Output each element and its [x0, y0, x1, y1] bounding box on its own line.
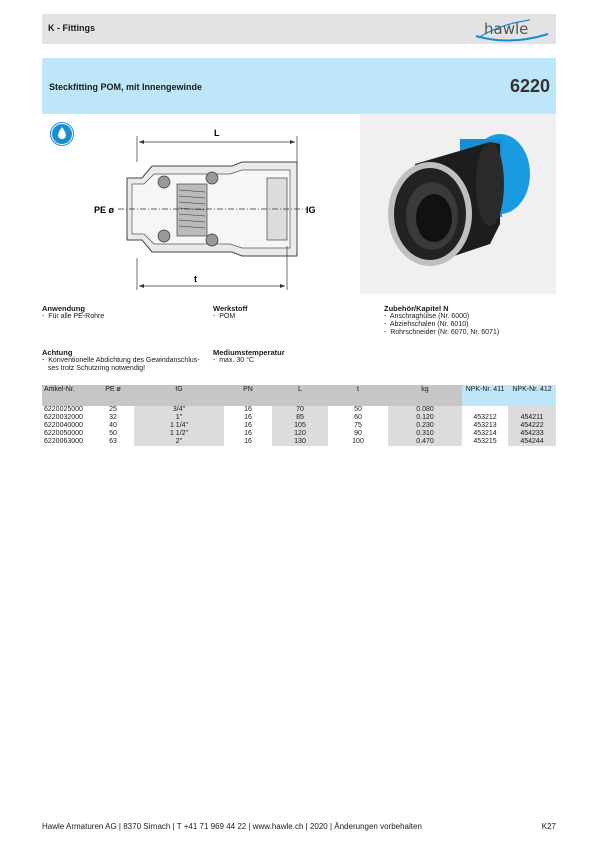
table-cell: 6220063000: [44, 438, 83, 445]
col-header: NPK-Nr. 412: [508, 385, 556, 406]
section-title: K - Fittings: [48, 23, 95, 33]
table-cell: 1": [134, 414, 224, 422]
table-cell: 16: [244, 414, 252, 421]
table-cell: 0.310: [388, 430, 462, 438]
anwendung-block: [42, 305, 207, 321]
col-header: PE ø: [92, 385, 134, 406]
col-header: kg: [388, 385, 462, 406]
table-cell: 6220040000: [44, 422, 83, 429]
table-cell: 75: [354, 422, 362, 429]
zubehoer-line: - Rohrschneider (Nr. 6070, Nr. 6071): [384, 329, 500, 336]
table-cell: 454222: [508, 422, 556, 430]
product-photo: [360, 114, 556, 294]
medium-block: [213, 349, 378, 365]
product-number: 6220: [509, 76, 550, 96]
table-cell: 16: [244, 406, 252, 413]
ig-label: IG: [306, 205, 316, 215]
anwendung-line: - Für alle PE-Rohre: [42, 313, 105, 320]
table-cell: 0.080: [388, 406, 462, 414]
achtung-line: - Konventionelle Abdichtung des Gewindanschlus-: [42, 357, 200, 364]
article-table: [42, 385, 556, 446]
table-cell: 70: [272, 406, 328, 414]
anwendung-heading: Anwendung: [42, 304, 85, 313]
table-cell: 130: [272, 438, 328, 446]
table-cell: 16: [244, 430, 252, 437]
medium-line: - max. 30 °C: [213, 357, 254, 364]
technical-drawing: [82, 118, 332, 293]
col-header: NPK-Nr. 411: [462, 385, 508, 406]
product-title-bar: [42, 58, 556, 114]
table-cell: 120: [272, 430, 328, 438]
dim-t-label: t: [194, 274, 197, 284]
table-cell: 63: [109, 438, 117, 445]
table-cell: 1 1/4": [134, 422, 224, 430]
table-cell: 3/4": [134, 406, 224, 414]
table-cell: 454233: [508, 430, 556, 438]
table-cell: 0.230: [388, 422, 462, 430]
table-row: [42, 422, 556, 430]
table-cell: 453215: [473, 438, 497, 445]
table-cell: [508, 406, 556, 414]
zubehoer-line: - Abziehschalen (Nr. 6010): [384, 321, 469, 328]
product-image-panel: [42, 114, 556, 294]
werkstoff-line: - POM: [213, 313, 236, 320]
table-cell: 6220025000: [44, 406, 83, 413]
table-cell: [462, 406, 508, 414]
table-cell: 6220050000: [44, 430, 83, 437]
table-cell: 90: [354, 430, 362, 437]
table-cell: 60: [354, 414, 362, 421]
col-header: Artikel-Nr.: [42, 385, 92, 406]
table-cell: 453212: [473, 414, 497, 421]
table-cell: 50: [109, 430, 117, 437]
achtung-block: [42, 349, 212, 373]
table-cell: 105: [272, 422, 328, 430]
table-cell: 453214: [473, 430, 497, 437]
water-drop-icon: [50, 122, 74, 146]
col-header: L: [272, 385, 328, 406]
zubehoer-heading: Zubehör/Kapitel N: [384, 304, 449, 313]
table-cell: 40: [109, 422, 117, 429]
table-cell: 453213: [473, 422, 497, 429]
table-cell: 2": [134, 438, 224, 446]
product-name: Steckfitting POM, mit Innengewinde: [49, 82, 203, 92]
col-header: t: [328, 385, 388, 406]
werkstoff-block: [213, 305, 378, 321]
achtung-heading: Achtung: [42, 348, 73, 357]
achtung-line: ses trotz Schutzring notwendig!: [42, 365, 146, 372]
table-cell: 85: [272, 414, 328, 422]
table-cell: 1 1/2": [134, 430, 224, 438]
table-row: [42, 414, 556, 422]
zubehoer-block: [384, 305, 554, 337]
col-header: PN: [224, 385, 272, 406]
pe-label: PE ø: [94, 205, 115, 215]
hawle-logo: [470, 16, 552, 42]
table-row: [42, 438, 556, 446]
table-cell: 6220032000: [44, 414, 83, 421]
table-row: [42, 406, 556, 414]
table-cell: 454244: [508, 438, 556, 446]
brand-wordmark: hawle: [484, 20, 529, 38]
dim-l-label: L: [214, 128, 220, 138]
footer-text: Hawle Armaturen AG | 8370 Sirnach | T +41 71 969 44 22 | www.hawle.ch | 2020 | Änderungen vorbehalten: [42, 822, 422, 831]
werkstoff-heading: Werkstoff: [213, 304, 248, 313]
table-cell: 16: [244, 438, 252, 445]
table-header-row: [42, 385, 556, 406]
table-cell: 25: [109, 406, 117, 413]
table-cell: 16: [244, 422, 252, 429]
table-row: [42, 430, 556, 438]
medium-heading: Mediumstemperatur: [213, 348, 285, 357]
table-cell: 50: [354, 406, 362, 413]
table-cell: 454211: [508, 414, 556, 422]
zubehoer-line: - Anschraghülse (Nr. 6000): [384, 313, 470, 320]
table-cell: 0.470: [388, 438, 462, 446]
table-cell: 0.120: [388, 414, 462, 422]
table-cell: 100: [352, 438, 364, 445]
col-header: IG: [134, 385, 224, 406]
page-number: K27: [541, 822, 556, 831]
section-header-bar: [42, 14, 556, 44]
table-cell: 32: [109, 414, 117, 421]
